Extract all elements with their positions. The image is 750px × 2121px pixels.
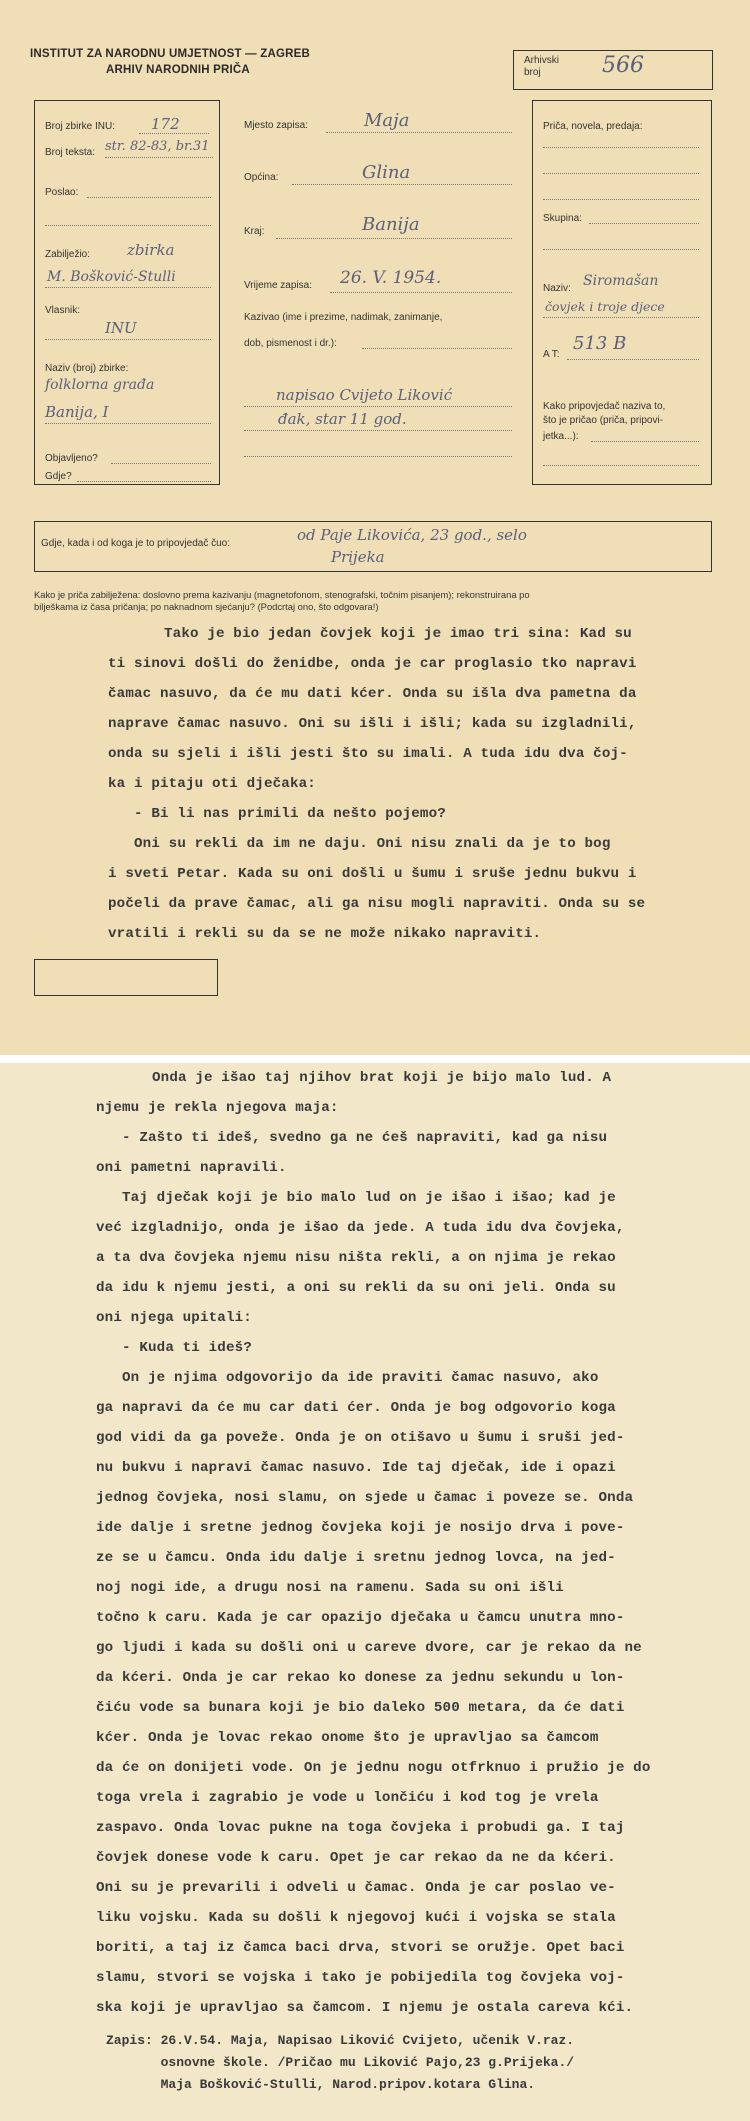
archive-number-box bbox=[513, 50, 713, 90]
story-line: ka i pitaju oti dječaka: bbox=[108, 776, 316, 792]
story-line: ga napravi da će mu car dati ćer. Onda je bog odgovorio koga bbox=[96, 1400, 616, 1416]
story-line: jednog čovjeka, nosi slamu, on sjede u čamac i poveze se. Onda bbox=[96, 1490, 634, 1506]
zbirka-label: Broj zbirke INU: bbox=[45, 121, 116, 132]
story-line: On je njima odgovorijo da ide praviti čamac nasuvo, ako bbox=[122, 1370, 599, 1386]
zabiljezio-value2: M. Bošković-Stulli bbox=[47, 269, 176, 285]
poslao-label: Poslao: bbox=[45, 187, 79, 198]
note-line-1: Kako je priča zabilježena: doslovno prema kazivanju (magnetofonom, stenografski, točnim pisanjem); rekonstruirana po bbox=[34, 589, 530, 600]
story-line: čamac nasuvo, da će mu dati kćer. Onda su išla dva pametna da bbox=[108, 686, 637, 702]
teksta-value: str. 82-83, br.31 bbox=[105, 139, 210, 154]
footer-line: osnovne škole. /Pričao mu Liković Pajo,23 g.Prijeka./ bbox=[106, 2055, 575, 2070]
story-line: da idu k njemu jesti, a oni su rekli da su oni jeli. Onda su bbox=[96, 1280, 616, 1296]
naziv-label: Naziv: bbox=[543, 283, 571, 294]
story-line: ide dalje i sretne jednog čovjeka koji je nosijo drva i pove- bbox=[96, 1520, 625, 1536]
kako-label-3: jetka...): bbox=[543, 431, 579, 442]
opcina-label: Općina: bbox=[244, 172, 279, 183]
mjesto-label: Mjesto zapisa: bbox=[244, 120, 308, 131]
story-line: oni njega upitali: bbox=[96, 1310, 252, 1326]
story-line: toga vrela i zagrabio je vode u lončiću i kod tog je vrela bbox=[96, 1790, 599, 1806]
story-line: Taj dječak koji je bio malo lud on je išao i išao; kad je bbox=[122, 1190, 616, 1206]
zabiljezio-label: Zabilježio: bbox=[45, 249, 91, 260]
story-line: boriti, a taj iz čamca baci drva, stvori se oružje. Opet baci bbox=[96, 1940, 625, 1956]
story-line: čiću vode sa bunara koji je bio daleko 500 metara, da će dati bbox=[96, 1700, 625, 1716]
story-line: da će on donijeti vode. On je jednu nogu otfrknuo i pružio je do bbox=[96, 1760, 651, 1776]
archive-number-label: Arhivski broj bbox=[524, 55, 560, 78]
naziv-value1: Siromašan bbox=[583, 273, 659, 289]
story-line: ska koji je upravljao sa čamcom. I njemu je ostala careva kći. bbox=[96, 2000, 634, 2016]
story-line: čovjek donese vode k caru. Opet je car rekao da ne da kćeri. bbox=[96, 1850, 616, 1866]
footer-line: Zapis: 26.V.54. Maja, Napisao Liković Cvijeto, učenik V.raz. bbox=[106, 2033, 575, 2048]
gdje-kada-value1: od Paje Likovića, 23 god., selo bbox=[297, 526, 527, 544]
story-line: oni pametni napravili. bbox=[96, 1160, 287, 1176]
story-line: go ljudi i kada su došli oni u careve dvore, car je rekao da ne bbox=[96, 1640, 642, 1656]
zbirka-value: 172 bbox=[151, 115, 180, 133]
right-column-box bbox=[532, 100, 712, 485]
gdje-kada-value2: Prijeka bbox=[331, 548, 385, 566]
gdje-label: Gdje? bbox=[45, 471, 72, 482]
kako-label-1: Kako pripovjedač naziva to, bbox=[543, 401, 666, 412]
story-line: kćer. Onda je lovac rekao onome što je upravljao sa čamcom bbox=[96, 1730, 599, 1746]
archive-number-value: 566 bbox=[602, 53, 644, 78]
story-line: Onda je išao taj njihov brat koji je bijo malo lud. A bbox=[152, 1070, 612, 1086]
kraj-value: Banija bbox=[362, 214, 420, 235]
story-line: točno k caru. Kada je car opazijo dječaka u čamcu unutra mno- bbox=[96, 1610, 625, 1626]
kazivao-value2: đak, star 11 god. bbox=[278, 410, 407, 428]
story-line: ze se u čamcu. Onda idu dalje i sretnu jednog lovca, na jed- bbox=[96, 1550, 616, 1566]
story-line: i sveti Petar. Kada su oni došli u šumu i sruše jednu bukvu i bbox=[108, 866, 637, 882]
prica-label: Priča, novela, predaja: bbox=[543, 121, 643, 132]
story-line: slamu, stvori se vojska i tako je pobijedila tog čovjeka voj- bbox=[96, 1970, 625, 1986]
kazivao-label-2: dob, pismenost i dr.): bbox=[244, 338, 337, 349]
story-line: već izgladnijo, onda je išao da jede. A tuda idu dva čovjeka, bbox=[96, 1220, 625, 1236]
story-line: noj nogi ide, a drugu nosi na ramenu. Sada su oni išli bbox=[96, 1580, 564, 1596]
story-line: njemu je rekla njegova maja: bbox=[96, 1100, 339, 1116]
vrijeme-label: Vrijeme zapisa: bbox=[244, 280, 312, 291]
kraj-label: Kraj: bbox=[244, 226, 265, 237]
naziv-zbirke-value1: folklorna građa bbox=[45, 377, 155, 393]
story-line: počeli da prave čamac, ali ga nisu mogli napraviti. Onda su se bbox=[108, 896, 646, 912]
story-line: ti sinovi došli do ženidbe, onda je car proglasio tko napravi bbox=[108, 656, 637, 672]
card-page bbox=[0, 0, 750, 1055]
story-line: Oni su rekli da im ne daju. Oni nisu znali da je to bog bbox=[134, 836, 611, 852]
opcina-value: Glina bbox=[362, 162, 411, 183]
note-line-2: bilješkama iz časa pričanja; po naknadnom sjećanju? (Podcrtaj ono, što odgovara!) bbox=[34, 601, 379, 612]
left-column-box bbox=[34, 100, 220, 485]
story-line: - Kuda ti ideš? bbox=[122, 1340, 252, 1356]
naziv-zbirke-value2: Banija, I bbox=[45, 403, 109, 421]
story-line: vratili i rekli su da se ne može nikako napraviti. bbox=[108, 926, 542, 942]
objavljeno-label: Objavljeno? bbox=[45, 453, 98, 464]
archive-title: ARHIV NARODNIH PRIČA bbox=[106, 64, 250, 76]
story-line: a ta dva čovjeka njemu nisu ništa rekli, a on njima je rekao bbox=[96, 1250, 616, 1266]
story-line: naprave čamac nasuvo. Oni su išli i išli; kada su izgladnili, bbox=[108, 716, 637, 732]
story-line: - Bi li nas primili da nešto pojemo? bbox=[134, 806, 446, 822]
empty-box bbox=[34, 959, 218, 996]
teksta-label: Broj teksta: bbox=[45, 147, 96, 158]
at-label: A T: bbox=[543, 349, 560, 360]
story-line: nu bukvu i napravi čamac nasuvo. Ide taj dječak, ide i opazi bbox=[96, 1460, 616, 1476]
kazivao-value1: napisao Cvijeto Liković bbox=[276, 386, 453, 404]
footer-line: Maja Bošković-Stulli, Narod.pripov.kotara Glina. bbox=[106, 2077, 536, 2092]
kako-label-2: što je pričao (priča, pripovi- bbox=[543, 415, 664, 426]
middle-column bbox=[232, 100, 522, 485]
story-line: Tako je bio jedan čovjek koji je imao tri sina: Kad su bbox=[164, 626, 632, 642]
at-value: 513 B bbox=[573, 333, 627, 354]
naziv-zbirke-label: Naziv (broj) zbirke: bbox=[45, 363, 129, 374]
kazivao-label-1: Kazivao (ime i prezime, nadimak, zanimanje, bbox=[244, 312, 443, 323]
story-line: - Zašto ti ideš, svedno ga ne ćeš napraviti, kad ga nisu bbox=[122, 1130, 608, 1146]
story-line: liku vojsku. Kada su došli k njegovoj kući i vojska se stala bbox=[96, 1910, 616, 1926]
story-line: zaspavo. Onda lovac pukne na toga čovjeka i probudi ga. I taj bbox=[96, 1820, 625, 1836]
vlasnik-value: INU bbox=[105, 319, 137, 337]
mjesto-value: Maja bbox=[364, 110, 410, 131]
zabiljezio-value1: zbirka bbox=[127, 241, 175, 259]
story-line: Oni su je prevarili i odveli u čamac. Onda je car poslao ve- bbox=[96, 1880, 616, 1896]
story-page2 bbox=[0, 1063, 750, 2121]
naziv-value2: čovjek i troje djece bbox=[545, 299, 665, 314]
institute-title: INSTITUT ZA NARODNU UMJETNOST — ZAGREB bbox=[30, 48, 310, 60]
vlasnik-label: Vlasnik: bbox=[45, 305, 81, 316]
gdje-kada-label: Gdje, kada i od koga je to pripovjedač čuo: bbox=[41, 538, 231, 549]
story-line: da kćeri. Onda je car rekao ko donese za jednu sekundu u lon- bbox=[96, 1670, 625, 1686]
skupina-label: Skupina: bbox=[543, 213, 582, 224]
story-line: onda su sjeli i išli jesti što su imali. A tuda idu dva čoj- bbox=[108, 746, 628, 762]
story-line: god vidi da ga poveže. Onda je on otišavo u šumu i sruši jed- bbox=[96, 1430, 625, 1446]
gdje-kada-box bbox=[34, 521, 712, 572]
vrijeme-value: 26. V. 1954. bbox=[340, 268, 442, 288]
